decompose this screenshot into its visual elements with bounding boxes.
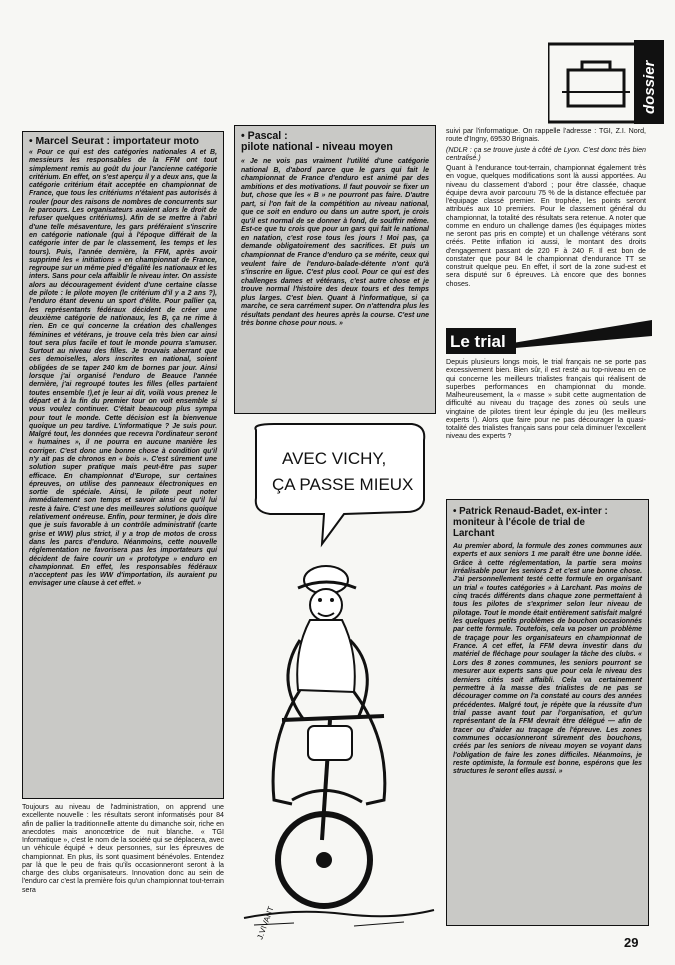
dossier-logo [548, 40, 666, 124]
folder-body [568, 70, 624, 106]
rider-body [297, 620, 355, 692]
seurat-title: • Marcel Seurat : importateur moto [29, 136, 199, 147]
admin-paragraph: Toujours au niveau de l'administration, on apprend une excellente nouvelle : les résultats seront informatisés pour 84 afin de pallier la traditionnelle attente du dimanche soir, riche en anecdotes mais anoncœtrice de nuit blanche. « TGI Informatique », c'est le nom de la société qui se déplacera, avec un véhicule équipé + deux personnes, sur les épreuves de championnat. En plus, ils sont quasiment bénévoles. Entendez par là que le peu de frais qu'ils occasionneront seront à la charge des clubs organisateurs. Innovation donc au sein de l'enduro car c'est la première fois qu'un championnat tout-terrain sera [22, 803, 224, 894]
speech-line-2: ÇA PASSE MIEUX [272, 475, 414, 494]
rider-eye-right [330, 598, 334, 602]
patrick-body: Au premier abord, la formule des zones communes aux experts et aux seniors 1 me paraît être une bonne idée. Grâce à cette réglementation, la partie sera moins irréalisable pour les seniors 2 et c'est une bonne chose. J'ai personnellement testé cette formule en organisant un trial « toutes catégories » à Larchant. Pas moins de cinq tracés différents dans chaque zone permettaient à tous les pilotes de s'exprimer selon leur niveau de pilotage. Tout le monde était entièrement satisfait malgré les quelques petits problèmes de bouchon occasionnés par cette formule. Toutefois, cela va poser un problème de traçage pour les organisateurs en championnat de France. A cet effet, la FFM devra investir dans du matériel de fléchage pour soulager la tâche des clubs. « Lors des 8 zones communes, les seniors pourront se mesurer aux experts sans que pour cela le niveau des derniers cités soit affaibli. Cela va certainement permettre à la masse des trialistes de ne pas se décourager comme on l'a constaté au cours des années précédentes. Malgré tout, je répète que la réussite d'un trial passe avant tout par l'organisation, et qu'un représentant de la FFM devrait être délégué — afin de tracer ou d'aider au traçage de l'épreuve. Les zones communes occasionneront sûrement des bouchons, créés par les seniors de niveau moyen se voyant dans l'obligation de faire les zones difficiles. Néanmoins, je reste optimiste, la formule est bonne, espérons que les structures le seront elles aussi. » [453, 543, 642, 776]
trial-heading: Le trial [450, 332, 506, 351]
rider-leg-right [354, 692, 385, 804]
patrick-title-1: • Patrick Renaud-Badet, ex-inter : [453, 506, 608, 517]
artist-signature: J.VIVANT [255, 905, 276, 941]
seurat-body: « Pour ce qui est des catégories nationales A et B, messieurs les responsables de la FFM ont tout simplement remis au goût du jour l'ancienne catégorie critérium. En effet, on s'est aperçu il y a deux ans, que la catégorie critérium était acceptée en championnat de France, que tous les critériums n'étaient pas autorisés à rouler (pour des raisons de nombres de concurrents sur le parcours. Les organisateurs avaient alors le droit de refuser quelques critériums). Afin de se mettre à l'abri d'une telle mésaventure, les gars préféraient s'inscrire en catégorie nationale (qui à l'époque différait de la catégorie inter de par le classement, les temps et les tours). Puis, l'année dernière, la FFM, après avoir supprimé les « initiations » en championnat de France, regroupe sur un même pied d'égalité les nationaux et les inters. Sans pour cela affaiblir le niveau inter. On assiste alors au découragement évident d'une certaine classe de pilote : le pilote moyen (le critérium d'il y a 2 ans ?), l'enduro étant devenu un sport d'élite. Pour pallier ça, les représentants fédéraux décident de créer une deuxième catégorie de nationaux, les B, ça ne rime à rien. En ce qui concerne la création des challenges féminines et vétérans, je trouve cela très bien car ainsi tout sera plus facile et tout le monde pourra s'amuser. Surtout au niveau des filles. Je trouvais aberrant que ces demoiselles, alors inscrites en national, soient obligées de se taper 240 km de bornes par jour. Ainsi lorsque j'ai organisé l'enduro de Beauce l'année dernière, j'ai regroupé toutes les filles (elles partaient toutes ensemble !),et je leur ai dit, voilà vous prenez le départ et à la fin du premier tour on voit ensemble si vous voulez continuer. C'était beaucoup plus sympa pour tout le monde. Cette décision est la bienvenue quoique un peu tardive. L'informatique ? Je suis pour. Malgré tout, les données que recevra l'ordinateur seront « humaines », il ne pourra en aucune manière les corriger. C'est donc une bonne chose à condition qu'il n'y ait pas de chronos en « bois ». C'est sûrement une solution super pratique mais peut-être pas super efficace. En championnat d'Europe, sur certaines épreuves, on utilise des panneaux électroniques en sortie de spéciale. Ainsi, le pilote peut noter immédiatement son temps et savoir ainsi ce qu'il lui reste à faire. C'est une des meilleures solutions quoique relativement onéreuse. Enfin, pour terminer, je dois dire que je suis favorable à un contrôle administratif (carte grise et WW) plus strict, il y a trop de motos de cross dans les parcs d'enduro. Néanmoins, cette nouvelle réglementation ne favorisera pas les importateurs qui décident de faire courir un « prototype » enduro en championnat. En effet, les responsables fédéraux n'acceptent pas les WW d'importation, ils auraient pu envisager une clause à cet effet. » [29, 149, 217, 588]
patrick-box [446, 499, 649, 926]
number-plate [308, 726, 352, 760]
tgi-address: suivi par l'informatique. On rappelle l'adresse : TGI, Z.I. Nord, route d'Ingny, 69530 Brignais. [446, 127, 646, 144]
patrick-title-3: Larchant [453, 528, 495, 539]
pascal-box [234, 125, 436, 414]
dossier-label: dossier [641, 60, 658, 114]
front-hub [316, 852, 332, 868]
right-column-text [446, 127, 646, 290]
logo-frame [548, 44, 640, 122]
trial-heading-shape [446, 314, 652, 354]
pascal-title-1: • Pascal : [241, 130, 288, 142]
ndlr-note: (NDLR : ça se trouve juste à côté de Lyon. C'est donc très bien centralisé.) [446, 145, 646, 162]
seurat-box [22, 131, 224, 799]
trial-paragraph: Depuis plusieurs longs mois, le trial français ne se porte pas excessivement bien. Bien sûr, il est resté au top-niveau en ce qui concerne les meilleurs trialistes français qui réalisent de superbes performances en championnat du monde. Malheureusement, la « masse » subit cette augmentation de difficulté au niveau du traçage des zones où seuls une vingtaine de pilotes tirent leur épingle du jeu (les meilleurs experts !). Alors que faire pour ne pas décourager la quasi-totalité des trialistes français sans pour cela diminuer l'excellent niveau des experts ? [446, 358, 646, 441]
pascal-title-2: pilote national - niveau moyen [241, 141, 393, 153]
patrick-title-2: moniteur à l'école de trial de [453, 517, 585, 528]
speech-line-1: AVEC VICHY, [282, 449, 387, 468]
dust-lines [254, 922, 404, 926]
rider-eye-left [318, 598, 322, 602]
cartoon-illustration [234, 420, 438, 960]
pascal-body: « Je ne vois pas vraiment l'utilité d'une catégorie national B, d'abord parce que le gars qui fait le championnat de France d'enduro est animé par des ambitions et des motivations. Il faut pouvoir se fixer un but, chose que les « B » ne pourront pas faire. D'autre part, si l'on fait de la compétition au niveau national, que ce soit en enduro ou dans un autre sport, je crois qu'il est normal de se donner à fond, de souffrir même. Est-ce que tu crois que pour un gars qui fait le national en natation, c'est rose tous les jours ! Moi pas, ça demande obligatoirement des sacrifices. Et puis un championnat de France d'enduro ça se mérite, ceux qui veulent faire de l'enduro-balade-détente n'ont qu'à s'inscrire en ligue. C'est plus cool. Pour ce qui est des challenges dames et vétérans, c'est autre chose et je trouve normal l'histoire des deux tours et des temps plus larges. C'est bien. Quant à l'informatique, si ça marche, ce sera carrément super. On n'attendra plus les résultats pendant des heures après la course. C'est une très bonne chose pour nous. » [241, 158, 429, 328]
page-number: 29 [624, 935, 639, 950]
trial-heading-bar [446, 314, 652, 354]
endurance-paragraph: Quant à l'endurance tout-terrain, championnat également très en vogue, quelques modifications sont là aussi apportées. Au niveau du classement d'abord ; pour être classée, chaque équipe devra avoir parcouru 75 % de la distance effectuée par l'équipage classé premier. En trophée, les points seront attribués aux 10 premiers. Pour le classement général du championnat, la totalité des résultats sera retenue. A noter que comme en enduro un challenge dames (les équipages mixtes ne seront pas pris en compte) et un challenge vétérans sont créés. Petite inflation ici aussi, le montant des droits d'engagement passant de 220 F à 240 F. Il est bon de constater que pour 84 le championnat d'endurance TT se construit quelque peu. En effet, il sort de la zone sud-est et sera disputé sur 6 épreuves. Là encore que des bonnes choses. [446, 164, 646, 288]
